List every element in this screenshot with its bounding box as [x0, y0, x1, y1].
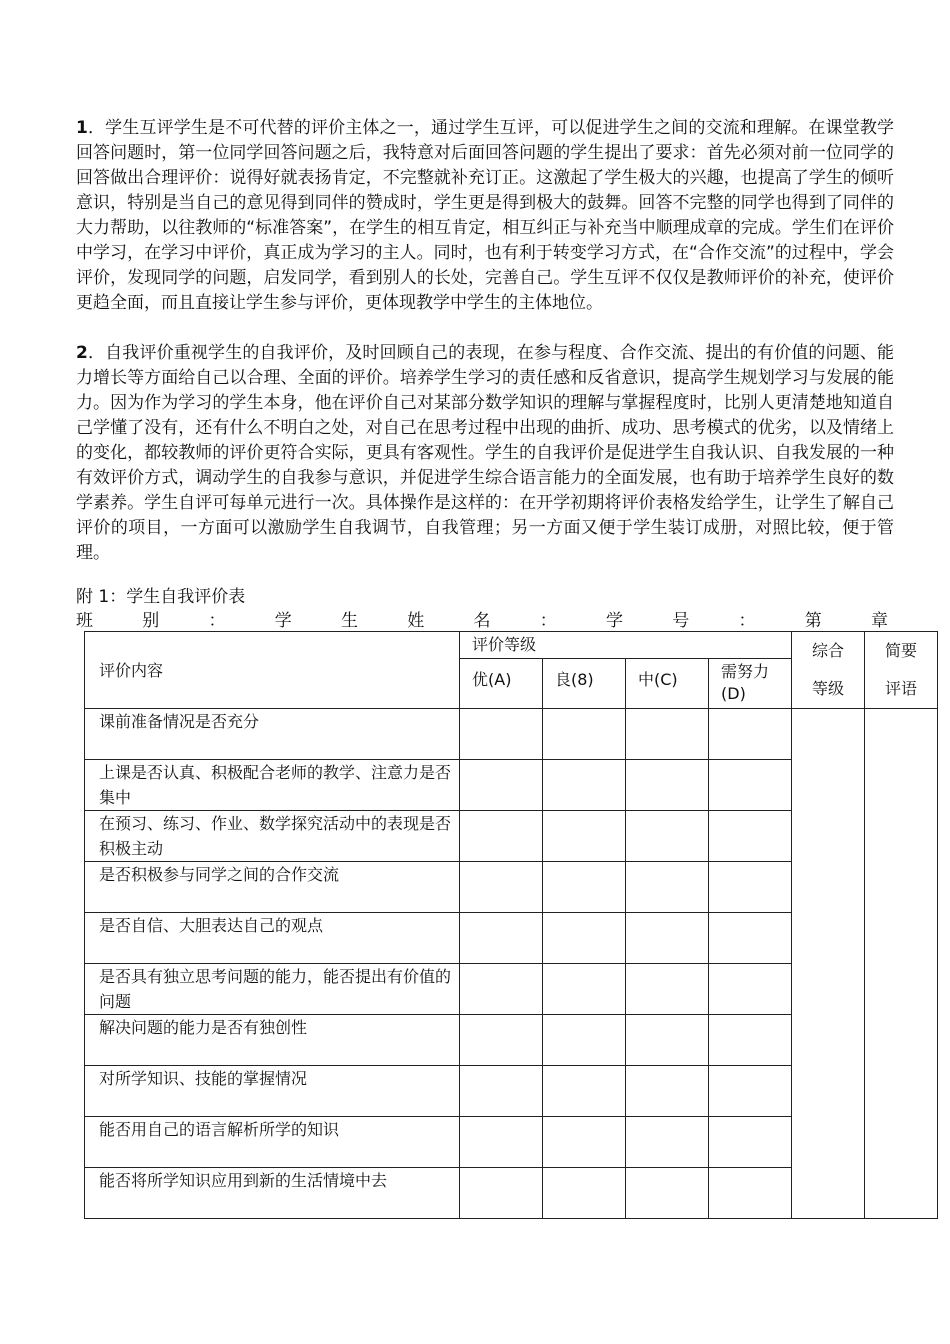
info-char: ： [539, 611, 557, 631]
row-item: 是否具有独立思考问题的能力，能否提出有价值的问题 [85, 964, 460, 1015]
info-char: ： [208, 611, 226, 631]
paragraph-number: 1 [76, 118, 88, 138]
grade-header-c: 中(C) [626, 659, 709, 709]
grade-cell [709, 1117, 792, 1168]
row-item: 对所学知识、技能的掌握情况 [85, 1066, 460, 1117]
info-char: 号 [672, 611, 690, 631]
info-char: ： [738, 611, 756, 631]
header-overall-grade: 综合等级 [792, 632, 865, 709]
grade-cell [543, 709, 626, 760]
grade-header-a: 优(A) [460, 659, 543, 709]
grade-cell [460, 1015, 543, 1066]
row-item: 解决问题的能力是否有独创性 [85, 1015, 460, 1066]
row-item: 课前准备情况是否充分 [85, 709, 460, 760]
grade-cell [460, 1066, 543, 1117]
grade-cell [460, 1168, 543, 1219]
grade-cell [626, 913, 709, 964]
attachment-title: 附 1：学生自我评价表 [76, 587, 246, 607]
row-item: 上课是否认真、积极配合老师的教学、注意力是否集中 [85, 760, 460, 811]
grade-cell [626, 760, 709, 811]
info-char: 生 [341, 611, 358, 631]
grade-cell [709, 811, 792, 862]
info-char: 章 [871, 611, 888, 631]
info-char: 第 [804, 611, 822, 631]
grade-cell [709, 1066, 792, 1117]
grade-cell [543, 811, 626, 862]
paragraph-number: 2 [76, 343, 88, 363]
paragraph-peer-evaluation [76, 116, 894, 316]
grade-cell [709, 1015, 792, 1066]
grade-cell [543, 1117, 626, 1168]
grade-cell [543, 1066, 626, 1117]
grade-cell [709, 1168, 792, 1219]
grade-cell [543, 862, 626, 913]
grade-cell [460, 862, 543, 913]
grade-cell [460, 964, 543, 1015]
row-item: 是否自信、大胆表达自己的观点 [85, 913, 460, 964]
grade-cell [460, 709, 543, 760]
grade-cell [460, 760, 543, 811]
grade-header-b: 良(8) [543, 659, 626, 709]
row-item: 在预习、练习、作业、数学探究活动中的表现是否积极主动 [85, 811, 460, 862]
grade-header-d: 需努力(D) [709, 659, 792, 709]
table-row [85, 709, 938, 760]
header-grade-group: 评价等级 [460, 632, 792, 659]
self-evaluation-table [84, 631, 938, 1219]
grade-cell [709, 760, 792, 811]
header-brief-comment: 简要评语 [865, 632, 938, 709]
grade-cell [626, 964, 709, 1015]
grade-cell [626, 862, 709, 913]
info-char: 别 [142, 611, 160, 631]
grade-cell [709, 709, 792, 760]
grade-cell [626, 1066, 709, 1117]
grade-cell [709, 964, 792, 1015]
info-char: 名 [473, 611, 491, 631]
grade-cell [626, 811, 709, 862]
grade-cell [709, 862, 792, 913]
info-char: 学 [274, 611, 292, 631]
header-content: 评价内容 [85, 632, 460, 709]
grade-cell [626, 709, 709, 760]
grade-cell [626, 1168, 709, 1219]
grade-cell [709, 913, 792, 964]
paragraph-self-evaluation [76, 341, 894, 566]
grade-cell [543, 913, 626, 964]
grade-cell [543, 1015, 626, 1066]
info-char: 学 [606, 611, 623, 631]
grade-cell [626, 1015, 709, 1066]
grade-cell [460, 811, 543, 862]
grade-cell [543, 760, 626, 811]
grade-cell [460, 913, 543, 964]
info-char: 姓 [407, 611, 425, 631]
grade-cell [543, 964, 626, 1015]
row-item: 能否将所学知识应用到新的生活情境中去 [85, 1168, 460, 1219]
brief-comment-cell [865, 709, 938, 1219]
info-char: 班 [76, 611, 93, 631]
overall-grade-cell [792, 709, 865, 1219]
row-item: 能否用自己的语言解析所学的知识 [85, 1117, 460, 1168]
paragraph-text: ．学生互评学生是不可代替的评价主体之一，通过学生互评，可以促进学生之间的交流和理解。在课堂教学回答问题时，第一位同学回答问题之后，我特意对后面回答问题的学生提出了要求：首先必须对前一位同学的回答做出合理评价：说得好就表扬肯定，不完整就补充订正。这激起了学生极大的兴趣，也提高了学生的倾听意识，特别是当自己的意见得到同伴的赞成时，学生更是得到极大的鼓舞。回答不完整的同学也得到了同伴的大力帮助，以往教师的“标准答案”，在学生的相互肯定，相互纠正与补充当中顺理成章的完成。学生们在评价中学习，在学习中评价，真正成为学习的主人。同时，也有利于转变学习方式，在“合作交流”的过程中，学会评价，发现同学的问题，启发同学，看到别人的长处，完善自己。学生互评不仅仅是教师评价的补充，使评价更趋全面，而且直接让学生参与评价，更体现教学中学生的主体地位。 [76, 118, 894, 313]
row-item: 是否积极参与同学之间的合作交流 [85, 862, 460, 913]
grade-cell [626, 1117, 709, 1168]
grade-cell [460, 1117, 543, 1168]
paragraph-text: ．自我评价重视学生的自我评价，及时回顾自己的表现，在参与程度、合作交流、提出的有价值的问题、能力增长等方面给自己以合理、全面的评价。培养学生学习的责任感和反省意识，提高学生规划学习与发展的能力。因为作为学习的学生本身，他在评价自己对某部分数学知识的理解与掌握程度时，比别人更清楚地知道自己学懂了没有，还有什么不明白之处，对自己在思考过程中出现的曲折、成功、思考模式的优劣，以及情绪上的变化，都较教师的评价更符合实际，更具有客观性。学生的自我评价是促进学生自我认识、自我发展的一种有效评价方式，调动学生的自我参与意识，并促进学生综合语言能力的全面发展，也有助于培养学生良好的数学素养。学生自评可每单元进行一次。具体操作是这样的：在开学初期将评价表格发给学生，让学生了解自己评价的项目，一方面可以激励学生自我调节，自我管理；另一方面又便于学生装订成册，对照比较，便于管理。 [76, 343, 894, 563]
grade-cell [543, 1168, 626, 1219]
